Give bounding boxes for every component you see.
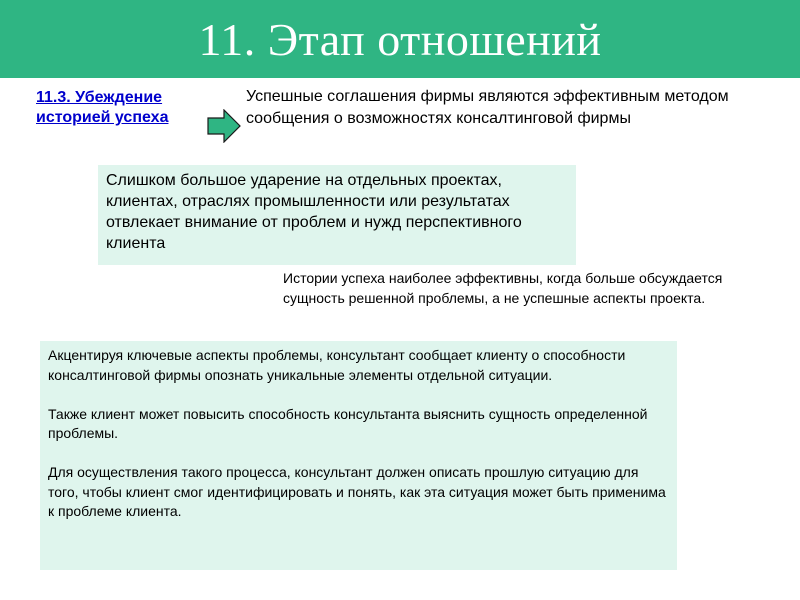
- emphasis-box: Слишком большое ударение на отдельных проектах, клиентах, отраслях промышленности или результатах отвлекает внимание от проблем и нужд перспективного клиента: [98, 165, 576, 265]
- section-link[interactable]: 11.3. Убеждение историей успеха: [36, 89, 169, 126]
- note-text: Истории успеха наиболее эффективны, когда больше обсуждается сущность решенной проблемы, а не успешные аспекты проекта.: [283, 270, 723, 306]
- intro-text: Успешные соглашения фирмы являются эффективным методом сообщения о возможностях консалтинговой фирмы: [246, 88, 729, 127]
- title-bar: [0, 0, 800, 78]
- paragraph-2: Также клиент может повысить способность консультанта выяснить сущность определенной проблемы.: [48, 405, 648, 441]
- paragraph-1: Акцентируя ключевые аспекты проблемы, консультант сообщает клиенту о способности консалтинговой фирмы опознать уникальные элементы отдельной ситуации.: [48, 347, 626, 383]
- main-text-box: [40, 341, 677, 570]
- arrow-right-icon: [207, 109, 241, 143]
- page-title: 11. Этап отношений: [198, 13, 602, 65]
- paragraph-3: Для осуществления такого процесса, консультант должен описать прошлую ситуацию для того, чтобы клиент смог идентифицировать и понять, как эта ситуация может быть применима к проблеме клиента.: [48, 464, 666, 519]
